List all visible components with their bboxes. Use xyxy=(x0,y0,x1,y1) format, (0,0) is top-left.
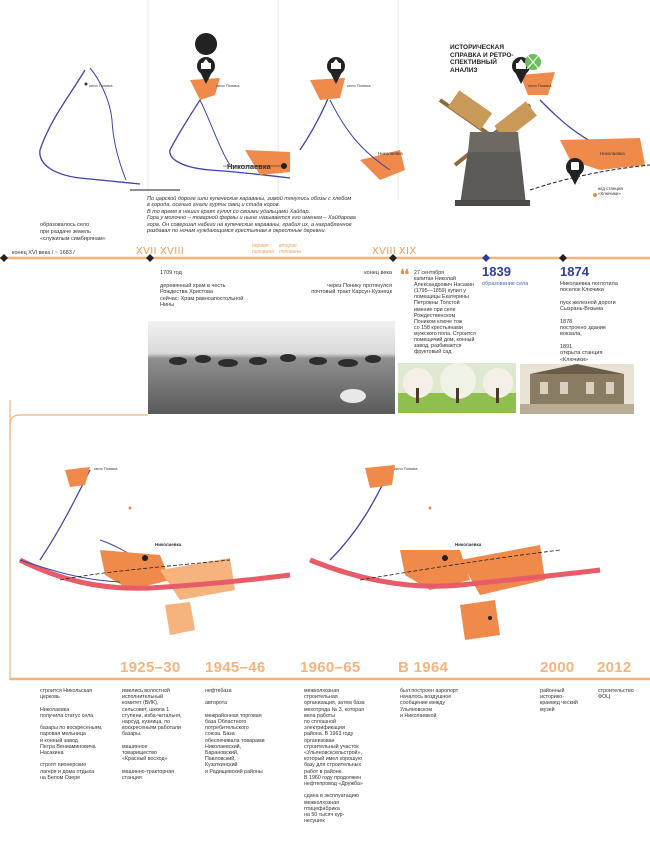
period-1945: 1945–46 xyxy=(205,659,266,676)
period-1925: 1925–30 xyxy=(120,659,181,676)
map4-label: село Поника xyxy=(528,83,552,88)
century-xviii-2: XVIII xyxy=(372,246,397,257)
route-text: По царской дороге шли купеческие караваны, зимой тянулись обозы с хлебом в города, осенью гнали гурты овец и стада коров. В то время в наших краях гулял со своими удальцами Хайдар. Гора у молочно – товарной фермы и ныне называется его именем – Хайдарова гора. Он совершал набеги на купеческие караваны, грабил их, а награбленное раздавал по ночам нуждающимся крестьянам в окрестные деревни. xyxy=(147,196,356,235)
event-col1: строится Никольская церковь Николаевка получила статус села базары по воскресеньям, паровая мельница и конный завод Петра Вениаминовича Насакина строят пионерские лагеря и дома отдыха на Белом Озере xyxy=(40,688,103,781)
bm-left-label: село Поника xyxy=(94,466,118,471)
windmill xyxy=(440,90,537,206)
map1-label: село Поника xyxy=(89,83,113,88)
timeline1-start: конец XVI века / ~ 1683 / xyxy=(12,250,75,256)
event-end-century: конец века через Понику протянулся почтовый тракт Карсун-Кузнецк xyxy=(311,270,392,296)
connector xyxy=(0,400,650,440)
bm-right-label: село Поника xyxy=(394,466,418,471)
half-first: первая половина xyxy=(252,243,274,255)
early-note: образовалось село при раздаче земель «служилым симбирянам» xyxy=(40,222,106,243)
year-1874: 1874 xyxy=(560,264,589,279)
period-1964: В 1964 xyxy=(398,659,449,676)
event-col6: районный историко- краевед ческий музей xyxy=(540,688,578,713)
event-1709: 1709 год деревянный храм в честь Рождества Христова сейчас: Храм равноапостольной Нины xyxy=(160,270,244,309)
period-2000: 2000 xyxy=(540,659,575,676)
bottom-maps xyxy=(0,440,650,660)
half-second: вторая половина xyxy=(279,243,301,255)
timeline-1-bar xyxy=(0,248,650,268)
event-col3: нефтебаза авторота межрайонная торговая база Областного потребительского союза. База обеспечивала товарами Николаевский, Барановский, Павловский, Кузаткинский и Радищевский районы xyxy=(205,688,265,775)
event-col5: был построен аэропорт началось воздушное сообщение между Ульяновском и Николаевкой xyxy=(400,688,459,719)
map-3 xyxy=(300,78,405,180)
map-pin-2 xyxy=(195,33,217,84)
event-sept27: 27 сентября капитан Николай Александрович Насакин (1795—1859) купил у помещицы Екатерины Петровны Толстой имение при селе Рождественском Поником ключе тож со 158 крестьянами мужского пола. Строится помещичий дом, конный завод, разбивается фруктовый сад xyxy=(414,270,476,356)
period-2012: 2012 xyxy=(597,659,632,676)
quote-icon: ❛❛ xyxy=(400,266,410,282)
bm-left-nikolaevka: Николаевка xyxy=(155,542,182,547)
period-1960: 1960–65 xyxy=(300,659,361,676)
bottom-map-left xyxy=(20,467,290,635)
century-xvii: XVII xyxy=(136,246,157,257)
event-col4: межколхозная строительная организация, затем база мехотряда № 3, которая вела работы по сплошной электрификации района. В 1963 году организован строительный участок «Ульяновсксельстрой», который имел хорошую базу для строительных работ в районе. В 1960 году продолжен нефтепровод «Дружба» сдана в эксплуатацию межколхозная птицефабрика на 50 тысяч кур- несушек xyxy=(304,688,365,825)
title-line-2: СПРАВКА И РЕТРО- xyxy=(450,51,514,59)
year-1839-caption: образование села xyxy=(482,281,529,287)
event-col7: строительство ФОЦ xyxy=(598,688,634,701)
section-title xyxy=(450,44,530,74)
event-col2: имелись волостной исполнительный комитет (ВИК), сельсовет, школа 1 ступени, изба-читальня, нарсуд, кузница, по воскресеньям работали базары. машинное товарищество «Красный восход» машинно-тракторная станция xyxy=(122,688,182,781)
map-4 xyxy=(520,72,650,197)
nikolaevka-label-small: Николаевка xyxy=(378,151,403,156)
nikolaevka-label-right: Николаевка xyxy=(600,151,625,156)
bottom-map-right xyxy=(310,465,600,640)
century-xix: XIX xyxy=(399,246,417,257)
map3-label: село Поника xyxy=(347,83,371,88)
title-line-3: СПЕКТИВНЫЙ xyxy=(450,59,497,66)
station-label: ж/д станция «Ключики» xyxy=(598,186,623,196)
bm-right-nikolaevka: Николаевка xyxy=(455,542,482,547)
title-line-4: АНАЛИЗ xyxy=(450,66,478,74)
event-1874: Николаевка поглотила поселок Ключики пуск железной дороги Сызрань-Вязьма 1878 построено здание вокзала, 1891 открыта станция «Ключики» xyxy=(560,281,618,363)
century-xviii-1: XVIII xyxy=(160,246,185,257)
map2-label: село Поника xyxy=(216,83,240,88)
nikolaevka-label-big: Николаевка xyxy=(227,162,271,171)
title-line-1: ИСТОРИЧЕСКАЯ xyxy=(450,44,505,51)
train-pin-icon xyxy=(566,158,584,185)
year-1839: 1839 xyxy=(482,264,511,279)
